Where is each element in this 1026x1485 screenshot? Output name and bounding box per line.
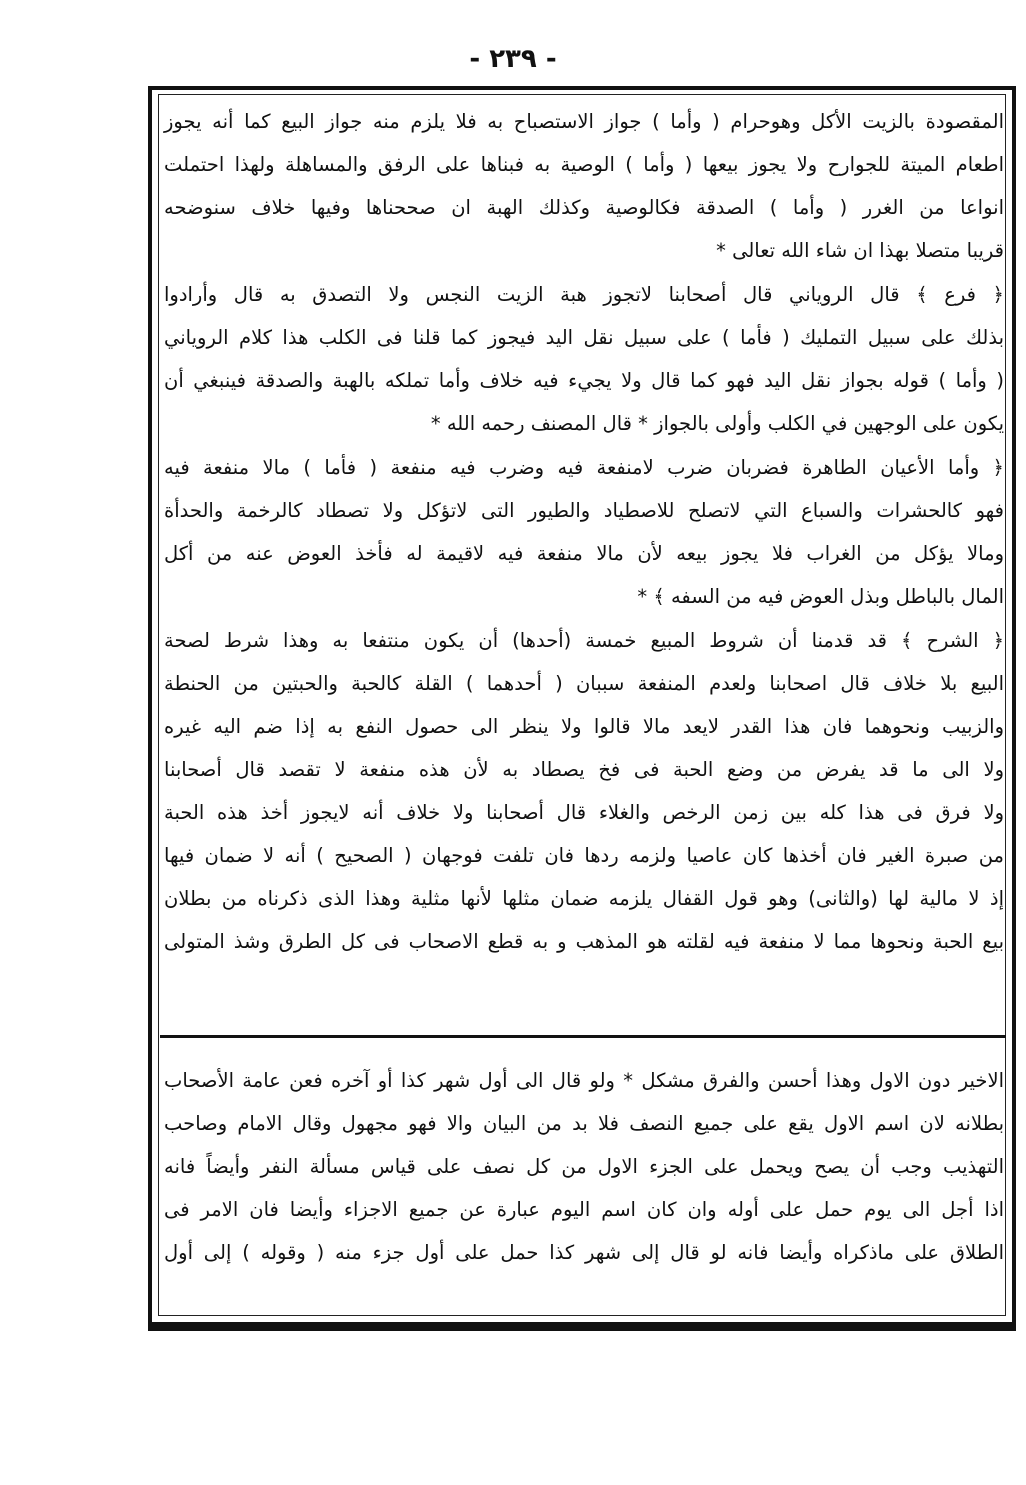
text-line: بذلك على سبيل التمليك ( فأما ) على سبيل نقل اليد فيجوز كما قلنا فى الكلب هذا كلام الروياني — [164, 326, 1004, 349]
text-line: من صبرة الغير فان أخذها كان عاصيا ولزمه ردها فان تلفت فوجهان ( الصحيح ) أنه لا ضمان فيها — [164, 844, 1004, 867]
footnote-line: الاخير دون الاول وهذا أحسن والفرق مشكل * ولو قال الى أول شهر كذا أو آخره فعن عامة الأصحاب — [164, 1069, 1004, 1092]
text-line: ﴿ الشرح ﴾ قد قدمنا أن شروط المبيع خمسة (أحدها) أن يكون منتفعا به وهذا شرط لصحة — [164, 629, 1004, 652]
text-line: ولا الى ما قد يفرض من وضع الحبة فى فخ يصطاد به لأن هذه منفعة لا تقصد قال أصحابنا — [164, 758, 1004, 781]
frame-bottom-rule — [148, 1326, 1016, 1331]
text-line: ﴿ وأما الأعيان الطاهرة فضربان ضرب لامنفعة فيه وضرب فيه منفعة ( فأما ) مالا منفعة فيه — [164, 456, 1004, 479]
text-line: والزبيب ونحوهما فان هذا القدر لايعد مالا قالوا ولا ينظر الى حصول النفع به إذا ضم اليه غيره — [164, 715, 1004, 738]
text-line: فهو كالحشرات والسباع التي لاتصلح للاصطياد والطيور التى لاتؤكل ولا تصطاد كالرخمة والحدأة — [164, 499, 1004, 522]
page-frame — [148, 86, 1016, 1326]
text-line: قريبا متصلا بهذا ان شاء الله تعالى * — [716, 239, 1004, 262]
page-number: - ٢٣٩ - — [469, 44, 557, 74]
text-line: ( وأما ) قوله بجواز نقل اليد فهو كما قال ولا يجيء فيه خلاف وأما تملكه بالهبة والصدقة فينبغي أن — [164, 369, 1004, 392]
text-line: ﴿ فرع ﴾ قال الروياني قال أصحابنا لاتجوز هبة الزيت النجس ولا التصدق به قال وأرادوا — [164, 283, 1004, 306]
footnote-line: التهذيب وجب أن يصح ويحمل على الجزء الاول من كل نصف على قياس مسألة النفر وأيضاً فانه — [164, 1155, 1004, 1178]
text-line: البيع بلا خلاف قال اصحابنا ولعدم المنفعة سببان ( أحدهما ) القلة كالحبة والحبتين من الحنطة — [164, 672, 1004, 695]
text-line: اطعام الميتة للجوارح ولا يجوز بيعها ( وأما ) الوصية به فبناها على الرفق والمساهلة ولهذا احتملت — [164, 153, 1004, 176]
text-line: انواعا من الغرر ( وأما ) الصدقة فكالوصية وكذلك الهبة ان صححناها وفيها خلاف سنوضحه — [164, 196, 1004, 219]
text-line: المقصودة بالزيت الأكل وهوحرام ( وأما ) جواز الاستصباح به فلا يلزم منه جواز البيع كما أنه يجوز — [164, 110, 1004, 133]
footnote-line: الطلاق على ماذكراه وأيضا فانه لو قال إلى شهر كذا حمل على أول جزء منه ( وقوله ) إلى أول — [164, 1241, 1004, 1264]
text-line: إذ لا مالية لها (والثانى) وهو قول القفال يلزمه ضمان مثلها لأنها مثلية وهذا الذى ذكرناه من بطلان — [164, 887, 1004, 910]
text-line: المال بالباطل وبذل العوض فيه من السفه ﴾ * — [637, 585, 1004, 608]
text-line: ومالا يؤكل من الغراب فلا يجوز بيعه لأن مالا منفعة فيه لاقيمة له فأخذ العوض عنه من أكل — [164, 542, 1004, 565]
footnote-separator — [160, 1035, 1006, 1038]
text-line: ولا فرق فى هذا كله بين زمن الرخص والغلاء قال أصحابنا ولا خلاف أنه لايجوز أخذ هذه الحبة — [164, 801, 1004, 824]
footnote-line: اذا أجل الى يوم حمل على أوله وان كان اسم اليوم عبارة عن جميع الاجزاء وأيضا فان الامر فى — [164, 1198, 1004, 1221]
text-line: بيع الحبة ونحوها مما لا منفعة فيه لقلته هو المذهب و به قطع الاصحاب فى كل الطرق وشذ المتولى — [164, 930, 1004, 953]
text-line: يكون على الوجهين في الكلب وأولى بالجواز * قال المصنف رحمه الله * — [430, 412, 1004, 435]
footnote-line: بطلانه لان اسم الاول يقع على جميع النصف فلا بد من البيان والا فهو مجهول وقال الامام وصاحب — [164, 1112, 1004, 1135]
